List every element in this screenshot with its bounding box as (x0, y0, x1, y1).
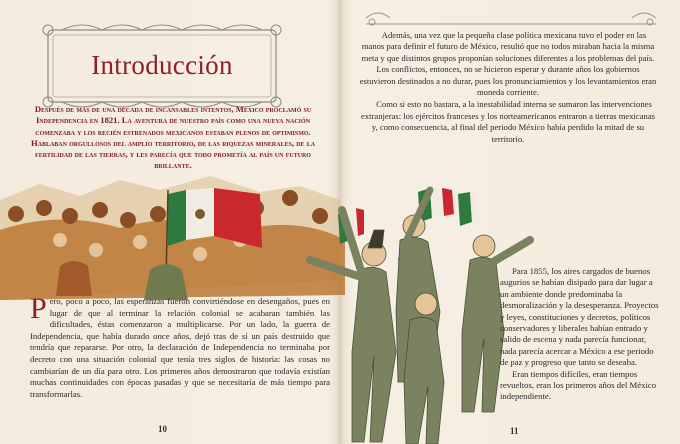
page-number-right: 11 (510, 426, 519, 436)
right-top-ornament (366, 8, 656, 28)
right-top-paragraph-1: Además, una vez que la pequeña clase política mexicana tuvo el poder en las manos para definir el futuro de México, resultó que no todos miraban hacia la misma meta y que distintos grupos proponían soluciones diferentes a los problemas del país. Los conflictos, entonces, no se hicieron esperar y durante años los gobiernos estuvieron destinados a no durar, pues los pronunciamientos y los levantamientos eran moneda corriente. (359, 30, 657, 98)
right-top-text (358, 30, 658, 146)
page-title: Introducción (91, 50, 233, 80)
left-body-paragraph (30, 292, 330, 400)
drop-cap: P (30, 292, 47, 325)
intro-paragraph: Después de más de una década de incansables intentos, México proclamó su Independencia en 1821. La aventura de nuestro país como una nueva nación comenzaba y los recién estrenados mexicanos estaban plenos de optimismo. Hablaban orgullosos del amplio territorio, de las riquezas minerales, de la fertilidad de las tierras, y les parecía que todo prometía al país un futuro brillante. (30, 104, 316, 171)
right-column-paragraph-2: Eran tiempos difíciles, eran tiempos revueltos, eran los primeros años del México independiente. (500, 368, 657, 402)
page-number-left: 10 (158, 424, 167, 434)
right-column-paragraph-1: Para 1855, los aires cargados de buenos augurios se habían disipado para dar lugar a un ambiente donde predominaba la desmoralización y la desesperanza. Proyectos y leyes, constituciones y decretos, políticos conservadores y liberales habían entrado y salido de escena y nada parecía funcionar, nada parecía acercar a México a ese periodo de paz y progreso que tanto se deseaba. (500, 266, 659, 368)
right-column-text (500, 266, 660, 403)
left-body-text: ero, poco a poco, las esperanzas fueron convirtiéndose en desengaños, pues en lugar de que al terminar la relación colonial se acabaran también las dificultades, éstas comenzaron a multiplicarse. Por un lado, la guerra de Independencia, que había durado once años, dejó tras de sí un país destruido que tendría que repararse. Por otro, la declaración de Independencia no terminaba por decreto con una situación colonial que tenía tres siglos de historia: las cosas no cambiarían de un día para otro. Los primeros años demostraron que todavía existían muchas continuidades con épocas pasadas y que se necesitaría de más tiempo para transformarlas. (30, 296, 330, 399)
right-top-paragraph-2: Como si esto no bastara, a la inestabilidad interna se sumaron las intervenciones extranjeras: los ejércitos franceses y los norteamericanos entraron a tierras mexicanas y, como consecuencia, al final del periodo México había perdido la mitad de su territorio. (361, 99, 655, 144)
